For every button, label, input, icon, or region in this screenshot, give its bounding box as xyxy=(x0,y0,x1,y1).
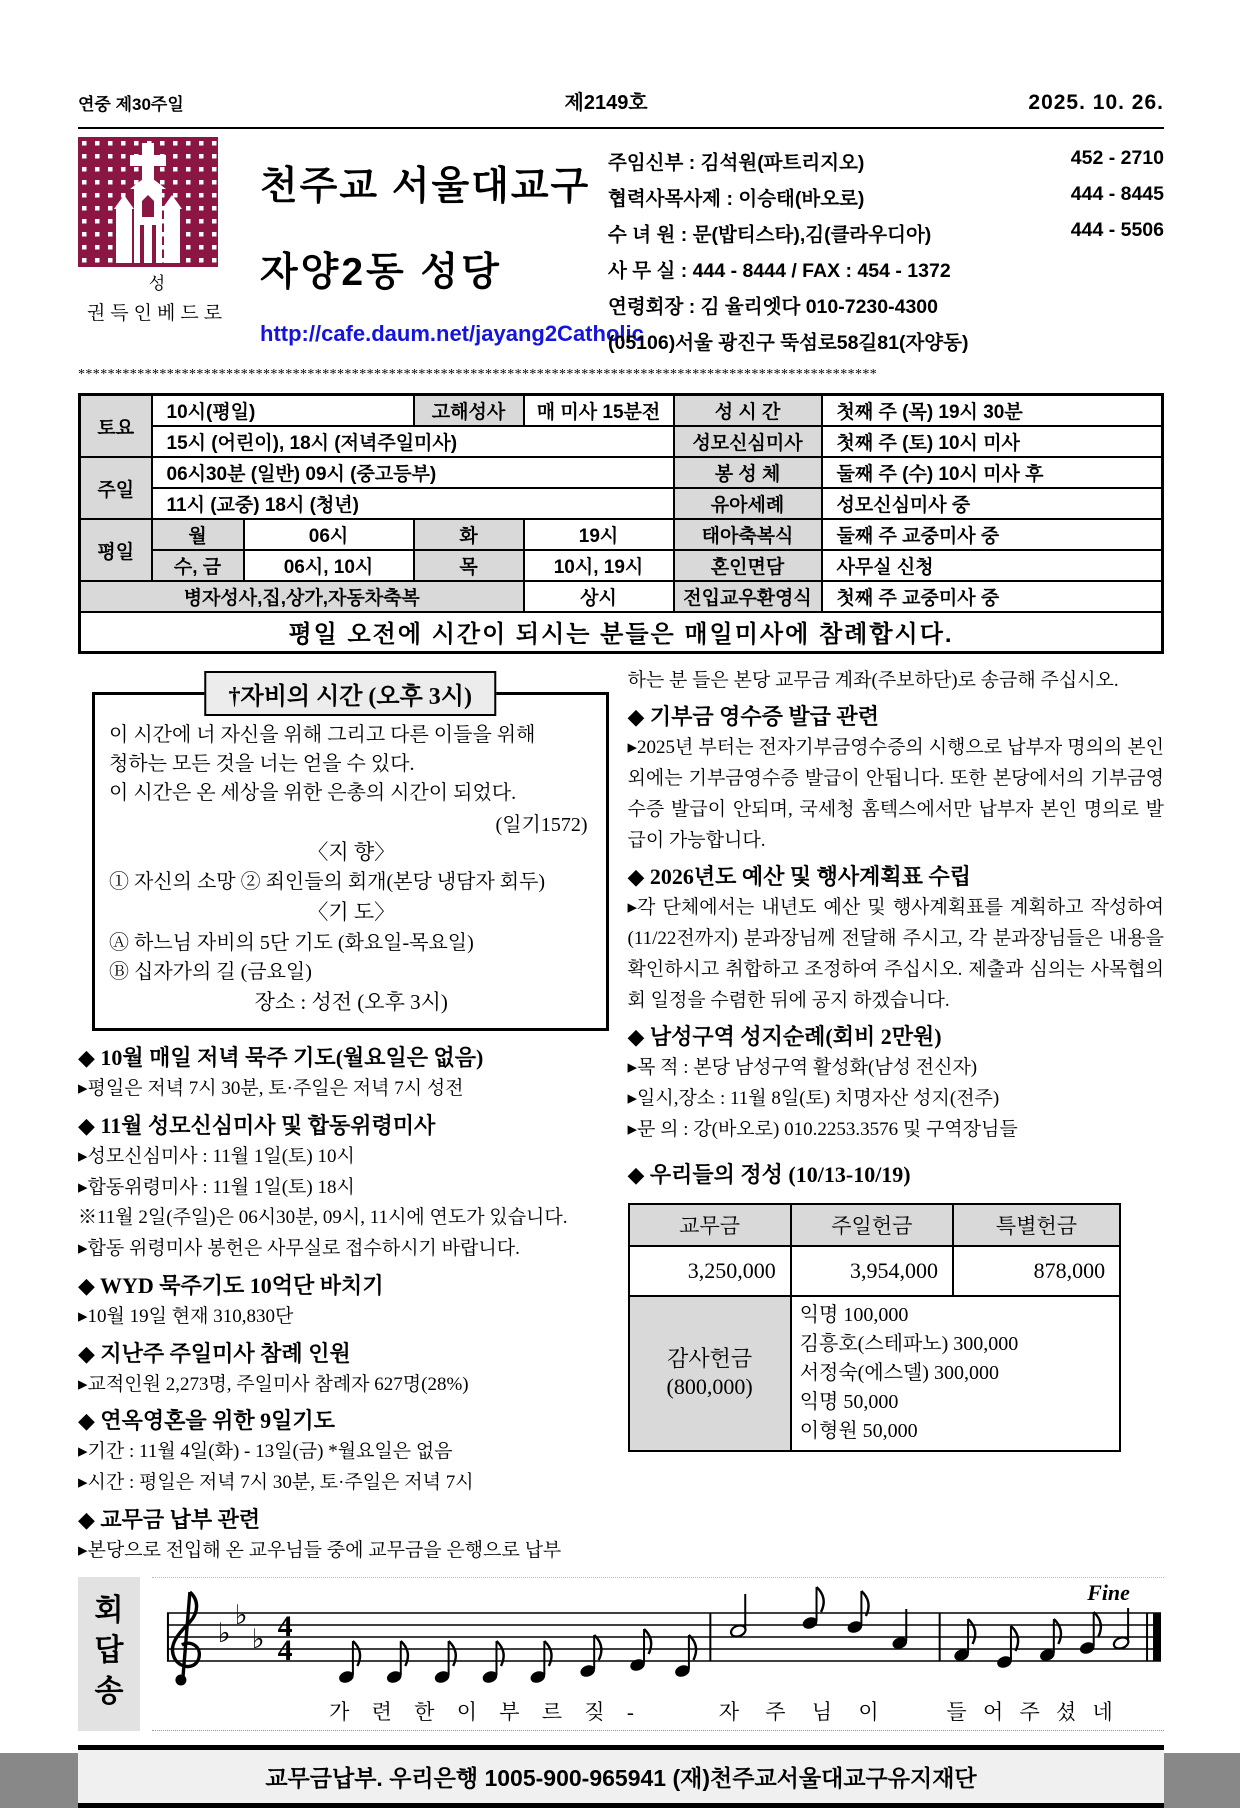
notice-heading: ◆ 2026년도 예산 및 행사계획표 수립 xyxy=(627,864,971,890)
notice-line: ▸목 적 : 본당 남성구역 활성화(남성 전신자) xyxy=(627,1057,978,1079)
cell-sunday-time2: 11시 (교중) 18시 (청년) xyxy=(152,488,674,519)
cell-confession-time: 매 미사 15분전 xyxy=(524,395,674,427)
cell-communion-sick-label: 봉 성 체 xyxy=(674,457,822,488)
lyric-phrase: 가 련 한 이 부 르 짖 - xyxy=(329,1699,634,1724)
table-row xyxy=(80,488,1163,519)
psalm-lyrics xyxy=(152,1696,1164,1730)
contact-phone: 444 - 8445 xyxy=(1070,183,1164,205)
cell-saturday-time: 10시(평일) xyxy=(152,395,414,427)
cell-weekday-label: 평일 xyxy=(80,519,152,581)
masthead xyxy=(78,129,1164,363)
music-notation-icon xyxy=(152,1578,1164,1696)
mercy-quote-line: 이 시간에 너 자신을 위해 그리고 다른 이들을 위해 xyxy=(109,723,536,746)
donor-line: 서정숙(에스델) 300,000 xyxy=(799,1361,999,1384)
cell-saturday-label: 토요 xyxy=(80,395,152,458)
table-row xyxy=(80,519,1163,550)
offering-amount-special: 878,000 xyxy=(953,1246,1120,1296)
contact-row-convent xyxy=(608,219,1164,247)
liturgical-season: 연중 제30주일 xyxy=(78,95,184,114)
donor-line: 김흥호(스테파노) 300,000 xyxy=(799,1332,1019,1355)
mercy-quote-line: 청하는 모든 것을 너는 얻을 수 있다. xyxy=(109,752,415,775)
psalm-label-char: 회 xyxy=(94,1593,124,1627)
contact-text: 연령회장 : 김 율리엣다 010-7230-4300 xyxy=(608,296,938,318)
cell-infant-baptism-time: 성모신심미사 중 xyxy=(822,488,1163,519)
notice-line: ▸성모신심미사 : 11월 1일(토) 10시 xyxy=(78,1145,355,1167)
patron-saint-name: 권득인베드로 xyxy=(86,303,228,324)
notice-heading: ◆ 10월 매일 저녁 묵주 기도(월요일은 없음) xyxy=(78,1045,484,1070)
mercy-prayer-a: Ⓐ 하느님 자비의 5단 기도 (화요일-목요일) xyxy=(109,931,474,954)
psalm-label xyxy=(78,1577,140,1731)
bank-account-footer: 교무금납부. 우리은행 1005-900-965941 (재)천주교서울대교구유지재단 xyxy=(78,1745,1164,1808)
donor-line: 이형원 50,000 xyxy=(799,1419,918,1442)
table-row xyxy=(80,581,1163,612)
notice-heading: ◆ 11월 성모신심미사 및 합동위령미사 xyxy=(78,1112,436,1138)
offering-header-sunday: 주일헌금 xyxy=(791,1204,953,1246)
issue-number: 제2149호 xyxy=(564,92,648,114)
table-row xyxy=(80,426,1163,457)
donor-line: 익명 50,000 xyxy=(799,1390,899,1413)
cell-sunday-label: 주일 xyxy=(80,457,152,519)
psalm-label-char: 송 xyxy=(94,1674,124,1708)
table-row xyxy=(629,1296,1121,1451)
notice-line: ▸교적인원 2,273명, 주일미사 참례자 627명(28%) xyxy=(78,1373,469,1395)
table-row xyxy=(629,1204,1121,1246)
notice-line: ▸10월 19일 현재 310,830단 xyxy=(78,1305,294,1327)
cell-holyhour-time: 첫째 주 (목) 19시 30분 xyxy=(822,395,1163,427)
mass-schedule-table xyxy=(78,393,1164,654)
parish-logo xyxy=(78,137,236,363)
notice-line: ▸문 의 : 강(바오로) 010.2253.3576 및 구역장님들 xyxy=(627,1118,1018,1140)
lyric-phrase: 자 주 님 이 xyxy=(718,1699,879,1724)
cell-marian-mass-label: 성모신심미사 xyxy=(674,426,822,457)
svg-text:♭: ♭ xyxy=(217,1617,231,1649)
notice-paragraph: ▸각 단체에서는 내년도 예산 및 행사계획표를 계획하고 작성하여(11/22전까지) 분과장님께 전달해 주시고, 각 분과장님들은 내용을 확인하시고 취합하고 조정하여 주십시오. 제출과 심의는 사목협의회 일정을 수렴한 뒤에 공지 하겠습니다. xyxy=(627,897,1164,1011)
cell-newcomer-label: 전입교우환영식 xyxy=(674,581,822,612)
contact-phone: 452 - 2710 xyxy=(1070,147,1164,169)
responsorial-psalm xyxy=(78,1577,1164,1731)
patron-saint-prefix: 성 xyxy=(148,274,166,293)
contact-row-office xyxy=(608,255,1164,283)
mercy-hour-title: †자비의 시간 (오후 3시) xyxy=(205,671,496,716)
notice-line: ▸합동위령미사 : 11월 1일(토) 18시 xyxy=(78,1176,355,1198)
contact-row-funeral xyxy=(608,291,1164,319)
offering-header-special: 특별헌금 xyxy=(953,1204,1120,1246)
cell-wedfri-time: 06시, 10시 xyxy=(244,550,414,581)
church-logo-icon xyxy=(78,137,218,267)
svg-text:4: 4 xyxy=(277,1609,293,1643)
notice-line: ▸본당으로 전입해 온 교우님들 중에 교무금을 은행으로 납부 xyxy=(78,1539,562,1561)
contact-row-pastor xyxy=(608,147,1164,175)
offering-heading: ◆ 우리들의 정성 (10/13-10/19) xyxy=(627,1161,911,1187)
cell-tuesday-time: 19시 xyxy=(524,519,674,550)
table-row xyxy=(80,550,1163,581)
contact-info xyxy=(608,137,1164,363)
table-row xyxy=(80,612,1163,652)
cell-wedfri-label: 수, 금 xyxy=(152,550,244,581)
contact-row-address xyxy=(608,327,1164,355)
mercy-place: 장소 : 성전 (오후 3시) xyxy=(254,989,448,1014)
psalm-label-char: 답 xyxy=(94,1634,124,1668)
notice-heading: ◆ WYD 묵주기도 10억단 바치기 xyxy=(78,1272,384,1298)
mercy-quote-source: (일기1572) xyxy=(495,813,588,836)
table-row xyxy=(629,1246,1121,1296)
cell-communion-sick-time: 둘째 주 (수) 10시 미사 후 xyxy=(822,457,1163,488)
contact-text: 사 무 실 : 444 - 8444 / FAX : 454 - 1372 xyxy=(608,260,951,282)
cell-unborn-blessing-time: 둘째 주 교중미사 중 xyxy=(822,519,1163,550)
lyric-phrase: 들 어 주 셨 네 xyxy=(946,1699,1113,1724)
notice-line: ▸평일은 저녁 7시 30분, 토·주일은 저녁 7시 성전 xyxy=(78,1078,464,1099)
cell-thursday-label: 목 xyxy=(414,550,524,581)
cell-confession-label: 고해성사 xyxy=(414,395,524,427)
notice-heading: ◆ 지난주 주일미사 참례 인원 xyxy=(78,1340,351,1366)
notice-line: ▸기간 : 11월 4일(화) - 13일(금) *월요일은 없음 xyxy=(78,1441,453,1463)
measure-3-notes-icon xyxy=(953,1608,1130,1669)
mercy-quote-line: 이 시간은 온 세상을 위한 은총의 시간이 되었다. xyxy=(109,781,517,804)
svg-text:♭: ♭ xyxy=(234,1599,248,1631)
contact-row-assistant xyxy=(608,183,1164,211)
notice-heading: ◆ 남성구역 성지순례(회비 2만원) xyxy=(627,1024,942,1050)
issue-date: 2025. 10. 26. xyxy=(1028,91,1164,114)
mercy-intent: ① 자신의 소망 ② 죄인들의 회개(본당 냉담자 회두) xyxy=(109,871,546,893)
cell-marriage-consult-label: 혼인면담 xyxy=(674,550,822,581)
contact-text: 수 녀 원 : 문(밥티스타),김(클라우디아) xyxy=(608,224,932,246)
svg-text:4: 4 xyxy=(277,1633,293,1667)
table-row xyxy=(80,457,1163,488)
cell-marriage-consult-value: 사무실 신청 xyxy=(822,550,1163,581)
thanksgiving-donors-cell xyxy=(791,1296,1120,1451)
notice-heading: ◆ 교무금 납부 관련 xyxy=(78,1506,261,1532)
cell-infant-baptism-label: 유아세례 xyxy=(674,488,822,519)
masthead-title xyxy=(236,137,644,363)
offering-table xyxy=(628,1203,1122,1452)
cell-blessings-label: 병자성사,집,상가,자동차축복 xyxy=(80,581,524,612)
cell-newcomer-time: 첫째 주 교중미사 중 xyxy=(822,581,1163,612)
cell-sunday-time1: 06시30분 (일반) 09시 (중고등부) xyxy=(152,457,674,488)
treble-clef-icon xyxy=(172,1592,199,1678)
svg-text:Fine: Fine xyxy=(1087,1579,1130,1605)
time-signature-icon xyxy=(278,1610,293,1667)
thanksgiving-label-cell xyxy=(629,1296,791,1451)
cell-saturday-time2: 15시 (어린이), 18시 (저녁주일미사) xyxy=(152,426,674,457)
table-row xyxy=(80,395,1163,427)
contact-text: (05106)서울 광진구 뚝섬로58길81(자양동) xyxy=(608,332,969,354)
donor-line: 익명 100,000 xyxy=(799,1303,909,1326)
notice-heading: ◆ 기부금 영수증 발급 관련 xyxy=(627,704,879,730)
offering-amount-gyomugeum: 3,250,000 xyxy=(629,1246,791,1296)
cell-holyhour-label: 성 시 간 xyxy=(674,395,822,427)
music-staff xyxy=(152,1577,1164,1731)
cell-monday-label: 월 xyxy=(152,519,244,550)
notice-line: ▸일시,장소 : 11월 8일(토) 치명자산 성지(전주) xyxy=(627,1088,1000,1110)
notice-continuation: 하는 분 들은 본당 교무금 계좌(주보하단)로 송금해 주십시오. xyxy=(627,669,1119,691)
right-column xyxy=(628,666,1165,1567)
cell-thursday-time: 10시, 19시 xyxy=(524,550,674,581)
cell-daily-mass-invitation: 평일 오전에 시간이 되시는 분들은 매일미사에 참례합시다. xyxy=(80,612,1163,652)
measure-2-notes-icon xyxy=(729,1587,908,1650)
parish-cafe-url[interactable]: http://cafe.daum.net/jayang2Catholic xyxy=(260,321,644,346)
mercy-hour-box xyxy=(92,683,609,1032)
offering-amount-sunday: 3,954,000 xyxy=(791,1246,953,1296)
notice-heading: ◆ 연옥영혼을 위한 9일기도 xyxy=(78,1408,335,1434)
mercy-intent-title: 〈지 향〉 xyxy=(307,839,396,864)
thanksgiving-label: 감사헌금 xyxy=(667,1345,753,1371)
final-barline-icon xyxy=(1153,1613,1161,1661)
diocese-name: 천주교 서울대교구 xyxy=(260,165,591,208)
key-signature-icon xyxy=(218,1600,265,1655)
mercy-prayer-b: Ⓑ 십자가의 길 (금요일) xyxy=(109,960,312,983)
thanksgiving-total: (800,000) xyxy=(666,1374,753,1400)
cell-marian-mass-time: 첫째 주 (토) 10시 미사 xyxy=(822,426,1163,457)
offering-header-gyomugeum: 교무금 xyxy=(629,1204,791,1246)
contact-text: 협력사목사제 : 이승태(바오로) xyxy=(608,188,865,210)
notice-line: ※11월 2일(주일)은 06시30분, 09시, 11시에 연도가 있습니다. xyxy=(78,1207,568,1229)
asterisk-separator: ************************************************************************************************************ xyxy=(78,367,878,382)
notice-paragraph: ▸2025년 부터는 전자기부금영수증의 시행으로 납부자 명의의 본인 외에는 기부금영수증 발급이 안됩니다. 또한 본당에서의 기부금영수증 발급이 안되며, 국세청 홈텍스에서만 납부자 본인 명의로 발급이 가능합니다. xyxy=(627,737,1164,851)
contact-text: 주임신부 : 김석원(파트리지오) xyxy=(608,152,865,174)
notice-line: ▸합동 위령미사 봉헌은 사무실로 접수하시기 바랍니다. xyxy=(78,1238,520,1260)
issue-header xyxy=(78,86,1164,115)
cell-blessings-time: 상시 xyxy=(524,581,674,612)
body-columns xyxy=(78,666,1164,1567)
svg-text:♭: ♭ xyxy=(251,1623,265,1655)
cell-monday-time: 06시 xyxy=(244,519,414,550)
left-column xyxy=(78,666,615,1567)
notice-line: ▸시간 : 평일은 저녁 7시 30분, 토·주일은 저녁 7시 xyxy=(78,1472,474,1494)
cell-tuesday-label: 화 xyxy=(414,519,524,550)
mercy-prayer-title: 〈기 도〉 xyxy=(307,900,396,924)
contact-phone: 444 - 5506 xyxy=(1070,219,1164,241)
parish-name: 자양2동 성당 xyxy=(260,251,502,294)
cell-unborn-blessing-label: 태아축복식 xyxy=(674,519,822,550)
